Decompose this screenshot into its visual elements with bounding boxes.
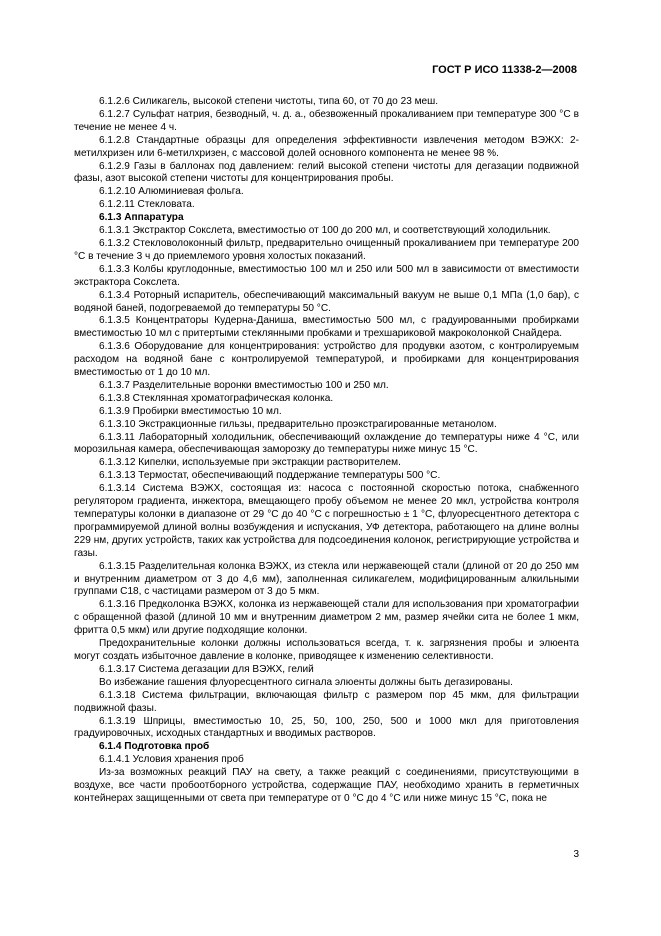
paragraph: 6.1.3.19 Шприцы, вместимостью 10, 25, 50, 100, 250, 500 и 1000 мкл для приготовления градуировочных, исходных стандартных и вводимых растворов. <box>74 715 579 740</box>
paragraph: 6.1.3.9 Пробирки вместимостью 10 мл. <box>99 405 282 417</box>
paragraph: 6.1.3.10 Экстракционные гильзы, предварительно проэкстрагированные метанолом. <box>99 418 497 430</box>
paragraph: 6.1.3.15 Разделительная колонка ВЭЖХ, из стекла или нержавеющей стали (длиной от 20 до 250 мм и внутренним диаметром от 3 до 4,6 мм), заполненная силикагелем, модифицированным алкильными группами С18, с частицами размером от 3 до 5 мкм. <box>74 560 579 598</box>
section-heading: 6.1.4 Подготовка проб <box>99 741 210 753</box>
paragraph: 6.1.3.5 Концентраторы Кудерна-Даниша, вместимостью 500 мл, с градуированными пробирками вместимостью 10 мл с притертыми стеклянными пробками и трехшариковой макроколонкой Снайдера. <box>74 315 579 340</box>
paragraph: 6.1.3.8 Стеклянная хроматографическая колонка. <box>99 392 334 404</box>
paragraph: 6.1.3.17 Система дегазации для ВЭЖХ, гелий <box>99 663 314 675</box>
document-header: ГОСТ Р ИСО 11338-2—2008 <box>432 64 577 76</box>
paragraph: Из-за возможных реакций ПАУ на свету, а также реакций с соединениями, присутствующими в воздухе, все части пробоотборного устройства, содержащие ПАУ, необходимо хранить в герметичных контейнерах защищенными от света при температуре от 0 °С до 4 °С или ниже минус 15 °С, пока не <box>74 767 579 804</box>
paragraph: 6.1.3.1 Экстрактор Сокслета, вместимостью от 100 до 200 мл, и соответствующий холодильник. <box>99 225 551 237</box>
paragraph: 6.1.3.6 Оборудование для концентрирования: устройство для продувки азотом, с контролируемым расходом на водяной бане с контролируемой температурой, и пробирками для концентрирования вместимостью от 1 до 10 мл. <box>74 341 579 379</box>
paragraph: 6.1.3.12 Кипелки, используемые при экстракции растворителем. <box>99 457 401 469</box>
paragraph: 6.1.2.7 Сульфат натрия, безводный, ч. д. а., обезвоженный прокаливанием при температуре 300 °С в течение не менее 4 ч. <box>74 108 579 133</box>
document-body <box>74 96 579 806</box>
paragraph: 6.1.4.1 Условия хранения проб <box>99 754 244 766</box>
paragraph: 6.1.2.6 Силикагель, высокой степени чистоты, типа 60, от 70 до 23 меш. <box>99 96 439 107</box>
paragraph: 6.1.2.10 Алюминиевая фольга. <box>99 186 244 198</box>
paragraph: 6.1.2.9 Газы в баллонах под давлением: гелий высокой степени чистоты для дегазации подвижной фазы, азот высокой степени чистоты для концентрирования пробы. <box>74 160 579 185</box>
paragraph: 6.1.3.14 Система ВЭЖХ, состоящая из: насоса с постоянной скоростью потока, снабженного регулятором градиента, инжектора, вмещающего пробу объемом не менее 20 мкл, устройства контроля температуры колонки в диапазоне от 29 °С до 40 °С с погрешностью ± 1 °С, флуоресцентного детектора с программируемой длиной волны возбуждения и испускания, УФ детектора, работающего на длине волны 229 нм, других устройств, таких как устройства для подсоединения колонок, регистрирующие устройства и газы. <box>74 483 579 559</box>
paragraph: 6.1.3.13 Термостат, обеспечивающий поддержание температуры 500 °С. <box>99 470 441 482</box>
paragraph: 6.1.3.18 Система фильтрации, включающая фильтр с размером пор 45 мкм, для фильтрации подвижной фазы. <box>74 689 579 714</box>
paragraph: 6.1.3.16 Предколонка ВЭЖХ, колонка из нержавеющей стали для использования при хроматографии с обращенной фазой (длиной 10 мм и внутренним диаметром 2 мм, размер ячейки сита не более 1 мкм, фритта 0,5 мкм) или другие подходящие колонки. <box>74 599 579 637</box>
paragraph: Предохранительные колонки должны использоваться всегда, т. к. загрязнения пробы и элюента могут создать избыточное давление в колонке, приводящее к изменению селективности. <box>74 638 579 662</box>
paragraph: 6.1.3.7 Разделительные воронки вместимостью 100 и 250 мл. <box>99 379 389 391</box>
paragraph: 6.1.3.4 Роторный испаритель, обеспечивающий максимальный вакуум не выше 0,1 МПа (1,0 бар), с водяной баней, подогреваемой до температуры 50 °С. <box>74 289 579 314</box>
paragraph: 6.1.3.2 Стекловолоконный фильтр, предварительно очищенный прокаливанием при температуре 200 °С в течение 3 ч до приемлемого уровня холостых показаний. <box>74 237 579 262</box>
page-number: 3 <box>573 849 579 860</box>
section-heading: 6.1.3 Аппаратура <box>99 212 184 224</box>
paragraph: 6.1.3.3 Колбы круглодонные, вместимостью 100 мл и 250 или 500 мл в зависимости от вместимости экстрактора Сокслета. <box>74 263 579 288</box>
paragraph: Во избежание гашения флуоресцентного сигнала элюенты должны быть дегазированы. <box>99 676 513 688</box>
paragraph: 6.1.2.11 Стекловата. <box>99 199 195 211</box>
paragraph: 6.1.2.8 Стандартные образцы для определения эффективности извлечения методом ВЭЖХ: 2-метилхризен или 6-метилхризен, с массовой долей основного компонента не менее 98 %. <box>74 134 579 159</box>
paragraph: 6.1.3.11 Лабораторный холодильник, обеспечивающий охлаждение до температуры ниже 4 °С, или морозильная камера, обеспечивающая заморозку до температуры ниже минус 15 °С. <box>74 431 579 456</box>
